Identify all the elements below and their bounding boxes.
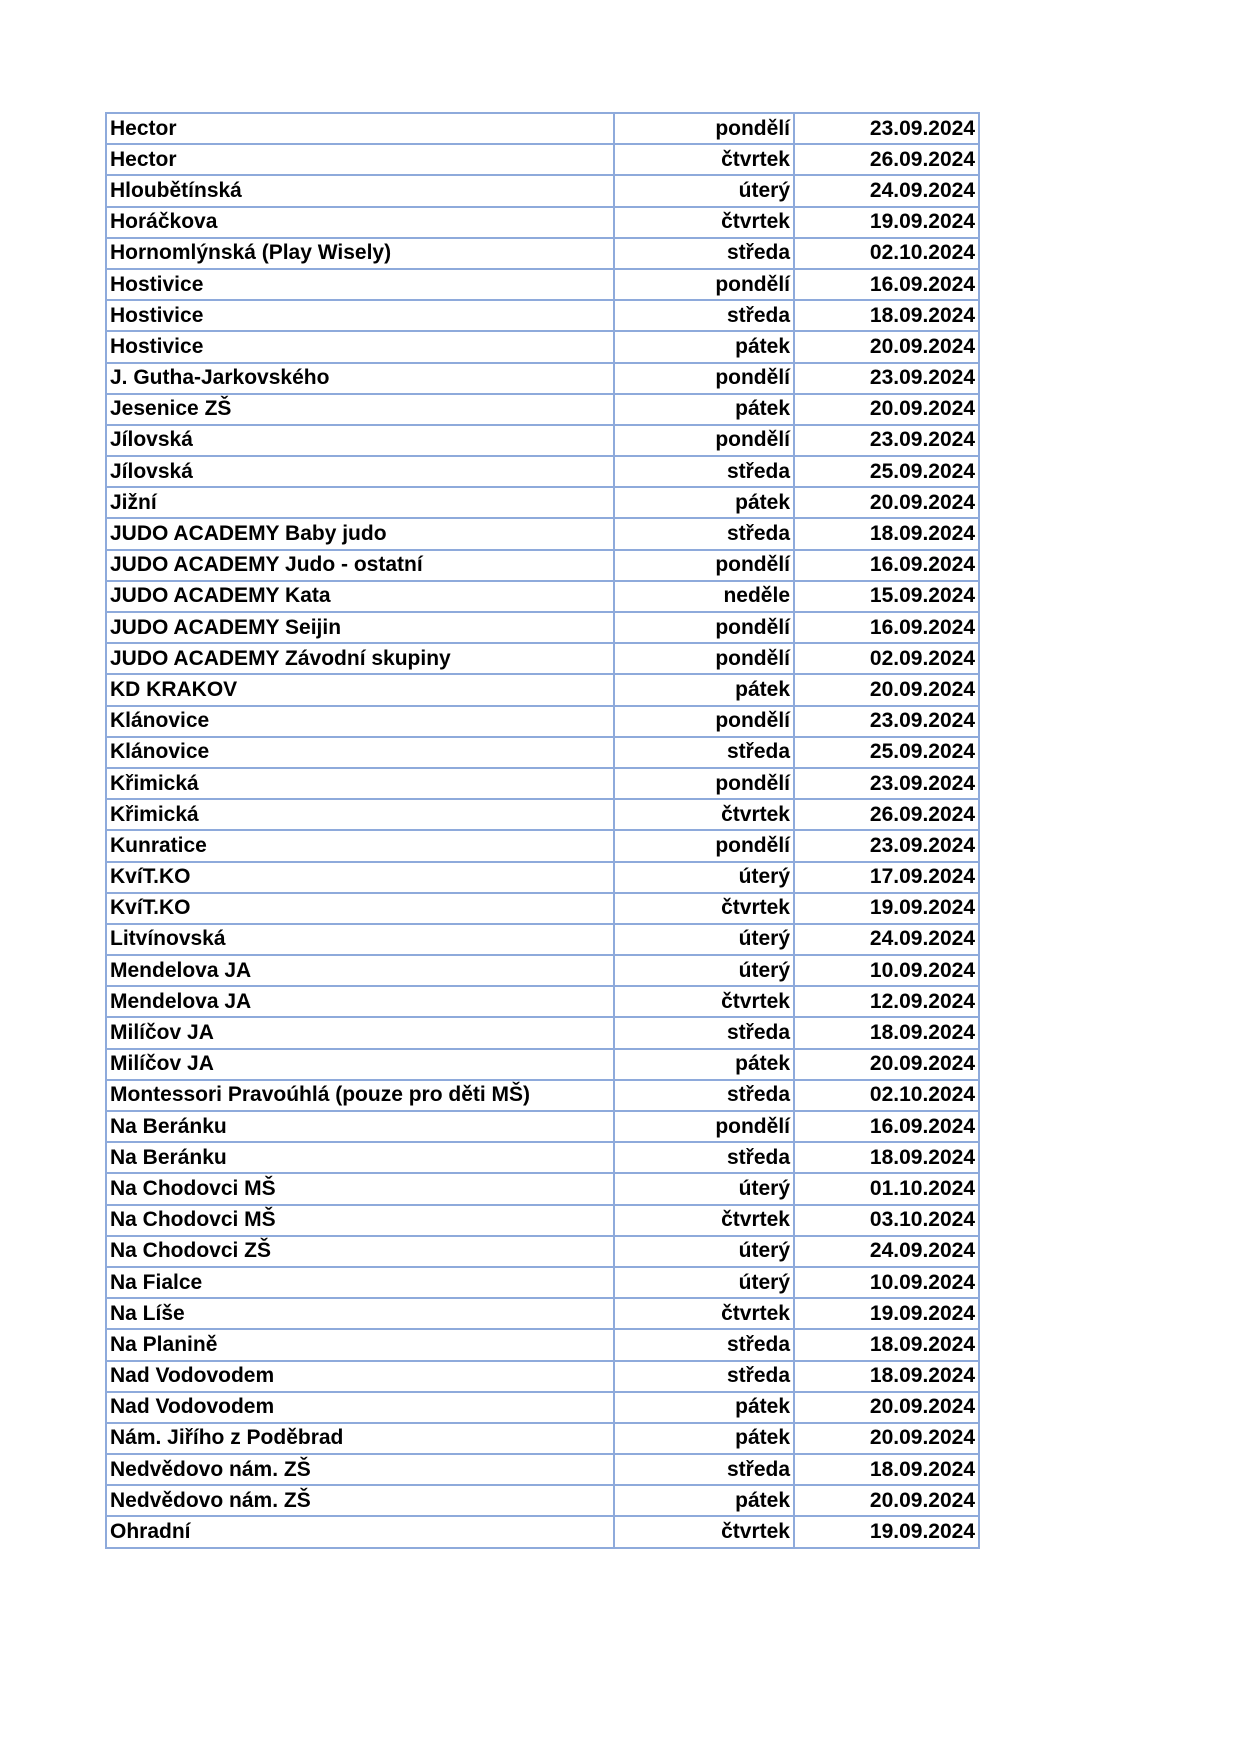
date-cell: 18.09.2024 (794, 1142, 979, 1173)
location-cell: Jižní (106, 487, 614, 518)
date-cell: 10.09.2024 (794, 1267, 979, 1298)
date-cell: 20.09.2024 (794, 1049, 979, 1080)
location-cell: Hloubětínská (106, 175, 614, 206)
weekday-cell: čtvrtek (614, 986, 794, 1017)
date-cell: 12.09.2024 (794, 986, 979, 1017)
date-cell: 20.09.2024 (794, 1423, 979, 1454)
table-row (106, 737, 979, 768)
location-cell: Milíčov JA (106, 1017, 614, 1048)
weekday-cell: pátek (614, 394, 794, 425)
weekday-cell: středa (614, 1017, 794, 1048)
location-cell: Na Chodovci MŠ (106, 1173, 614, 1204)
location-cell: Na Planině (106, 1329, 614, 1360)
table-row (106, 331, 979, 362)
table-row (106, 300, 979, 331)
weekday-cell: pondělí (614, 550, 794, 581)
table-row (106, 1017, 979, 1048)
table-row (106, 1454, 979, 1485)
schedule-table (105, 112, 980, 1549)
weekday-cell: čtvrtek (614, 1516, 794, 1547)
location-cell: Nad Vodovodem (106, 1392, 614, 1423)
location-cell: Hector (106, 113, 614, 144)
location-cell: Hornomlýnská (Play Wisely) (106, 238, 614, 269)
location-cell: JUDO ACADEMY Seijin (106, 612, 614, 643)
weekday-cell: úterý (614, 862, 794, 893)
weekday-cell: středa (614, 1361, 794, 1392)
date-cell: 24.09.2024 (794, 175, 979, 206)
location-cell: Křimická (106, 768, 614, 799)
table-row (106, 518, 979, 549)
table-row (106, 1173, 979, 1204)
location-cell: Kunratice (106, 830, 614, 861)
date-cell: 20.09.2024 (794, 1392, 979, 1423)
table-row (106, 706, 979, 737)
table-row (106, 269, 979, 300)
date-cell: 02.10.2024 (794, 1080, 979, 1111)
weekday-cell: pondělí (614, 768, 794, 799)
weekday-cell: středa (614, 1142, 794, 1173)
location-cell: Na Beránku (106, 1142, 614, 1173)
table-row (106, 862, 979, 893)
table-row (106, 113, 979, 144)
location-cell: Nedvědovo nám. ZŠ (106, 1485, 614, 1516)
weekday-cell: čtvrtek (614, 144, 794, 175)
weekday-cell: pondělí (614, 269, 794, 300)
location-cell: Na Fialce (106, 1267, 614, 1298)
date-cell: 20.09.2024 (794, 331, 979, 362)
date-cell: 02.09.2024 (794, 643, 979, 674)
location-cell: Jílovská (106, 456, 614, 487)
table-row (106, 830, 979, 861)
location-cell: Jílovská (106, 425, 614, 456)
table-row (106, 612, 979, 643)
location-cell: JUDO ACADEMY Judo - ostatní (106, 550, 614, 581)
table-row (106, 1049, 979, 1080)
weekday-cell: pondělí (614, 612, 794, 643)
date-cell: 24.09.2024 (794, 1236, 979, 1267)
table-row (106, 986, 979, 1017)
table-row (106, 1392, 979, 1423)
location-cell: Klánovice (106, 737, 614, 768)
weekday-cell: úterý (614, 175, 794, 206)
weekday-cell: úterý (614, 1173, 794, 1204)
table-row (106, 144, 979, 175)
location-cell: Nám. Jiřího z Poděbrad (106, 1423, 614, 1454)
location-cell: Hostivice (106, 300, 614, 331)
table-row (106, 1485, 979, 1516)
location-cell: J. Gutha-Jarkovského (106, 363, 614, 394)
date-cell: 16.09.2024 (794, 269, 979, 300)
date-cell: 18.09.2024 (794, 1361, 979, 1392)
date-cell: 18.09.2024 (794, 1454, 979, 1485)
date-cell: 18.09.2024 (794, 518, 979, 549)
date-cell: 19.09.2024 (794, 1516, 979, 1547)
location-cell: JUDO ACADEMY Kata (106, 581, 614, 612)
date-cell: 20.09.2024 (794, 674, 979, 705)
weekday-cell: pondělí (614, 113, 794, 144)
weekday-cell: pondělí (614, 643, 794, 674)
date-cell: 10.09.2024 (794, 955, 979, 986)
table-row (106, 674, 979, 705)
table-row (106, 1423, 979, 1454)
weekday-cell: úterý (614, 1267, 794, 1298)
table-row (106, 955, 979, 986)
location-cell: Mendelova JA (106, 986, 614, 1017)
location-cell: KvíT.KO (106, 862, 614, 893)
table-row (106, 1111, 979, 1142)
location-cell: Na Líše (106, 1298, 614, 1329)
table-row (106, 1142, 979, 1173)
weekday-cell: neděle (614, 581, 794, 612)
table-row (106, 1298, 979, 1329)
date-cell: 18.09.2024 (794, 1329, 979, 1360)
date-cell: 23.09.2024 (794, 425, 979, 456)
weekday-cell: pondělí (614, 830, 794, 861)
date-cell: 26.09.2024 (794, 799, 979, 830)
weekday-cell: čtvrtek (614, 207, 794, 238)
date-cell: 02.10.2024 (794, 238, 979, 269)
table-row (106, 768, 979, 799)
date-cell: 19.09.2024 (794, 207, 979, 238)
weekday-cell: pátek (614, 1392, 794, 1423)
weekday-cell: středa (614, 1329, 794, 1360)
date-cell: 23.09.2024 (794, 706, 979, 737)
location-cell: KD KRAKOV (106, 674, 614, 705)
weekday-cell: pátek (614, 1049, 794, 1080)
location-cell: Na Beránku (106, 1111, 614, 1142)
date-cell: 16.09.2024 (794, 612, 979, 643)
weekday-cell: pátek (614, 487, 794, 518)
date-cell: 17.09.2024 (794, 862, 979, 893)
weekday-cell: úterý (614, 955, 794, 986)
location-cell: Hector (106, 144, 614, 175)
table-row (106, 1361, 979, 1392)
date-cell: 01.10.2024 (794, 1173, 979, 1204)
location-cell: Klánovice (106, 706, 614, 737)
date-cell: 26.09.2024 (794, 144, 979, 175)
location-cell: Nad Vodovodem (106, 1361, 614, 1392)
weekday-cell: úterý (614, 924, 794, 955)
date-cell: 19.09.2024 (794, 893, 979, 924)
table-row (106, 1267, 979, 1298)
location-cell: Montessori Pravoúhlá (pouze pro děti MŠ) (106, 1080, 614, 1111)
location-cell: Mendelova JA (106, 955, 614, 986)
weekday-cell: pondělí (614, 1111, 794, 1142)
table-row (106, 207, 979, 238)
table-row (106, 799, 979, 830)
date-cell: 03.10.2024 (794, 1205, 979, 1236)
table-row (106, 581, 979, 612)
date-cell: 20.09.2024 (794, 1485, 979, 1516)
weekday-cell: pondělí (614, 706, 794, 737)
table-row (106, 924, 979, 955)
table-row (106, 1516, 979, 1547)
table-row (106, 893, 979, 924)
location-cell: Ohradní (106, 1516, 614, 1547)
date-cell: 23.09.2024 (794, 768, 979, 799)
table-row (106, 1236, 979, 1267)
weekday-cell: pátek (614, 674, 794, 705)
location-cell: Na Chodovci MŠ (106, 1205, 614, 1236)
weekday-cell: středa (614, 300, 794, 331)
table-row (106, 643, 979, 674)
location-cell: Milíčov JA (106, 1049, 614, 1080)
date-cell: 25.09.2024 (794, 737, 979, 768)
weekday-cell: středa (614, 518, 794, 549)
weekday-cell: středa (614, 737, 794, 768)
location-cell: Hostivice (106, 269, 614, 300)
weekday-cell: pondělí (614, 425, 794, 456)
date-cell: 19.09.2024 (794, 1298, 979, 1329)
weekday-cell: pátek (614, 331, 794, 362)
weekday-cell: čtvrtek (614, 1298, 794, 1329)
weekday-cell: čtvrtek (614, 893, 794, 924)
date-cell: 23.09.2024 (794, 830, 979, 861)
date-cell: 15.09.2024 (794, 581, 979, 612)
date-cell: 20.09.2024 (794, 394, 979, 425)
location-cell: KvíT.KO (106, 893, 614, 924)
weekday-cell: pondělí (614, 363, 794, 394)
weekday-cell: čtvrtek (614, 799, 794, 830)
table-row (106, 1080, 979, 1111)
weekday-cell: středa (614, 1454, 794, 1485)
weekday-cell: čtvrtek (614, 1205, 794, 1236)
location-cell: JUDO ACADEMY Závodní skupiny (106, 643, 614, 674)
date-cell: 18.09.2024 (794, 1017, 979, 1048)
table-row (106, 1205, 979, 1236)
table-row (106, 363, 979, 394)
date-cell: 16.09.2024 (794, 1111, 979, 1142)
weekday-cell: pátek (614, 1423, 794, 1454)
weekday-cell: pátek (614, 1485, 794, 1516)
table-row (106, 425, 979, 456)
location-cell: JUDO ACADEMY Baby judo (106, 518, 614, 549)
table-row (106, 1329, 979, 1360)
location-cell: Křimická (106, 799, 614, 830)
date-cell: 16.09.2024 (794, 550, 979, 581)
table-row (106, 550, 979, 581)
table-row (106, 456, 979, 487)
location-cell: Nedvědovo nám. ZŠ (106, 1454, 614, 1485)
date-cell: 25.09.2024 (794, 456, 979, 487)
location-cell: Na Chodovci ZŠ (106, 1236, 614, 1267)
schedule-table-body (106, 113, 979, 1548)
date-cell: 23.09.2024 (794, 113, 979, 144)
date-cell: 24.09.2024 (794, 924, 979, 955)
weekday-cell: středa (614, 238, 794, 269)
weekday-cell: středa (614, 1080, 794, 1111)
location-cell: Jesenice ZŠ (106, 394, 614, 425)
table-row (106, 487, 979, 518)
location-cell: Horáčkova (106, 207, 614, 238)
table-row (106, 394, 979, 425)
weekday-cell: úterý (614, 1236, 794, 1267)
location-cell: Litvínovská (106, 924, 614, 955)
date-cell: 18.09.2024 (794, 300, 979, 331)
weekday-cell: středa (614, 456, 794, 487)
table-row (106, 238, 979, 269)
date-cell: 20.09.2024 (794, 487, 979, 518)
location-cell: Hostivice (106, 331, 614, 362)
table-row (106, 175, 979, 206)
date-cell: 23.09.2024 (794, 363, 979, 394)
